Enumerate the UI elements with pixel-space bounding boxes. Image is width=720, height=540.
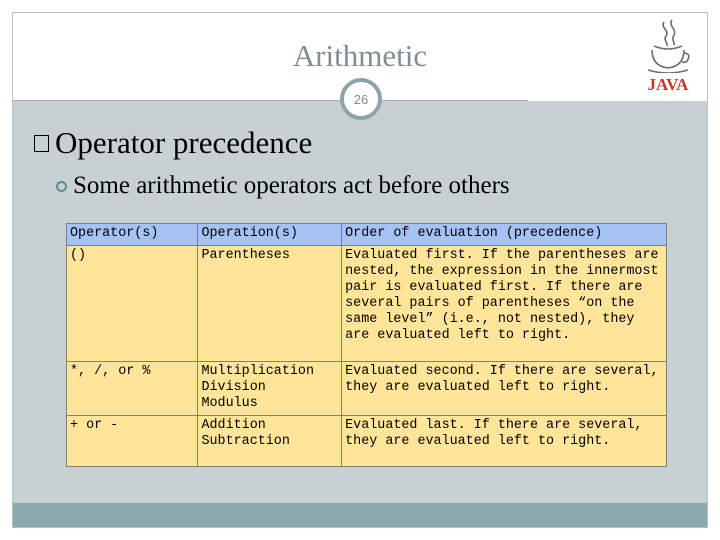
header-operators: Operator(s) <box>67 224 198 246</box>
bullet-operator-precedence <box>34 125 312 161</box>
bullet-circle-icon <box>56 181 67 192</box>
cell-operations: Multiplication Division Modulus <box>198 362 342 416</box>
cell-order: Evaluated second. If there are several, they are evaluated left to right. <box>342 362 667 416</box>
page-number: 26 <box>353 91 369 107</box>
cell-operators: () <box>67 246 198 362</box>
java-logo <box>640 16 696 94</box>
cell-order: Evaluated last. If there are several, they are evaluated left to right. <box>342 416 667 467</box>
table-row <box>67 362 667 416</box>
slide-title: Arithmetic <box>292 38 428 73</box>
java-coffee-cup-icon <box>648 20 689 73</box>
table-row <box>67 416 667 467</box>
cell-operations: Parentheses <box>198 246 342 362</box>
cell-operators: *, /, or % <box>67 362 198 416</box>
java-logo-text: JAVA <box>647 75 689 94</box>
page-number-badge <box>340 78 382 120</box>
bullet-level1-text: Operator precedence <box>55 125 313 160</box>
cell-operations: Addition Subtraction <box>198 416 342 467</box>
table-row <box>67 246 667 362</box>
bullet-some-operators <box>56 172 510 200</box>
table-header-row <box>67 224 667 246</box>
header-order: Order of evaluation (precedence) <box>342 224 667 246</box>
cell-order: Evaluated first. If the parentheses are nested, the expression in the innermost pair is evaluated first. If there are several pairs of parentheses “on the same level” (i.e., not nested), they are evaluated left to right. <box>342 246 667 362</box>
cell-operators: + or - <box>67 416 198 467</box>
precedence-table <box>66 223 667 467</box>
bullet-box-icon <box>34 135 49 152</box>
header-operations: Operation(s) <box>198 224 342 246</box>
bullet-level2-text: Some arithmetic operators act before others <box>73 172 510 199</box>
